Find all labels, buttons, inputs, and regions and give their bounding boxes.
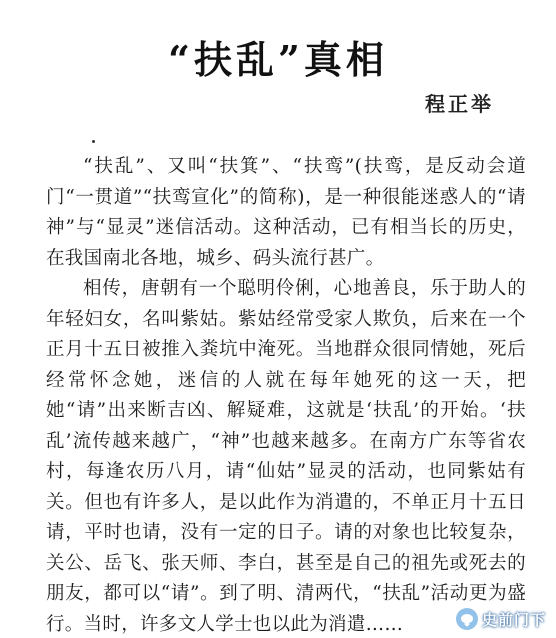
article-body — [46, 152, 526, 638]
scan-speck — [92, 140, 95, 143]
watermark-text: 史前门下 — [481, 610, 546, 629]
author-name: 程正举 — [425, 92, 494, 116]
watermark — [456, 608, 546, 630]
article-title: “扶乱”真相 — [168, 37, 388, 82]
paragraph: 相传，唐朝有一个聪明伶俐，心地善良，乐于助人的年轻妇女，名叫紫姑。紫姑经常受家人欺负，后来在一个正月十五日被推入粪坑中淹死。当地群众很同情她，死后经常怀念她，迷信的人就在每年她死的这一天，把她“请”出来断吉凶、解疑难，这就是‘扶乱’的开始。‘扶乱’流传越来越广，“神”也越来越多。在南方广东等省农村，每逢农历八月，请“仙姑”显灵的活动，也同紫姑有关。但也有许多人，是以此作为消遣的，不单正月十五日请，平时也请，没有一定的日子。请的对象也比较复杂，关公、岳飞、张天师、李白，甚至是自己的祖先或死去的朋友，都可以“请”。到了明、清两代，“扶乱”活动更为盛行。当时，许多文人学士也以此为消遣…… — [46, 278, 526, 635]
paragraph: “扶乱”、又叫“扶箕”、“扶鸾”(扶鸾，是反动会道门“一贯道”“扶鸾宣化”的简称)，是一种很能迷惑人的“请神”与“显灵”迷信活动。这种活动，已有相当长的历史，在我国南北各地，城乡、码头流行甚广。 — [46, 156, 526, 269]
weibo-eye-logo-icon — [456, 608, 478, 630]
